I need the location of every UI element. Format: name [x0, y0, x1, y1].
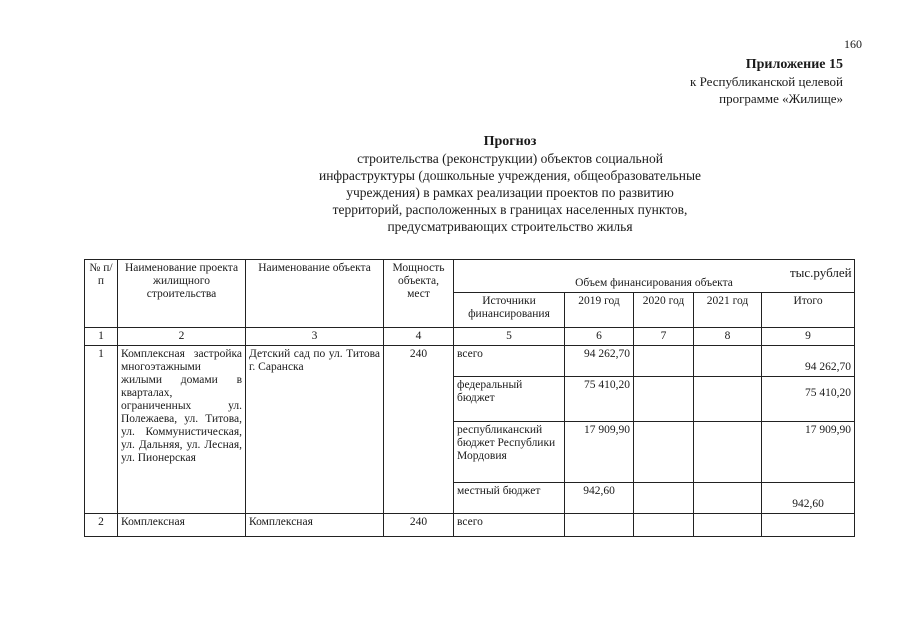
row2-2020	[634, 514, 694, 537]
value-2019: 75 410,20	[565, 377, 634, 422]
header-object: Наименование объекта	[246, 260, 384, 328]
row1-capacity: 240	[384, 346, 454, 514]
value-2019: 94 262,70	[565, 346, 634, 377]
header-2020: 2020 год	[634, 293, 694, 328]
value-2021	[694, 346, 762, 377]
header-total: Итого	[762, 293, 855, 328]
value-2021	[694, 377, 762, 422]
heading-line-3: учреждения) в рамках реализации проектов по развитию	[346, 185, 674, 200]
appendix-title: Приложение 15	[745, 57, 843, 72]
value-2020	[634, 346, 694, 377]
value-total: 17 909,90	[762, 422, 855, 483]
row2-source: всего	[454, 514, 565, 537]
row2-num: 2	[85, 514, 118, 537]
heading-title: Прогноз	[483, 134, 537, 149]
row1-num: 1	[85, 346, 118, 514]
row2-2019	[565, 514, 634, 537]
col-number: 5	[454, 328, 565, 346]
value-2021	[694, 422, 762, 483]
header-sources: Источники финансирования	[454, 293, 565, 328]
source-name: местный бюджет	[454, 483, 565, 514]
row2-object: Комплексная	[246, 514, 384, 537]
value-2020	[634, 483, 694, 514]
row2-project: Комплексная	[118, 514, 246, 537]
value-total: 75 410,20	[762, 377, 855, 422]
value-total: 94 262,70	[762, 346, 855, 377]
col-number: 6	[565, 328, 634, 346]
column-number-row	[85, 328, 855, 346]
heading-line-4: территорий, расположенных в границах населенных пунктов,	[332, 202, 688, 217]
row2-2021	[694, 514, 762, 537]
header-2019: 2019 год	[565, 293, 634, 328]
value-2021	[694, 483, 762, 514]
unit-label: тыс.рублей	[790, 265, 852, 280]
heading-line-2: инфраструктуры (дошкольные учреждения, общеобразовательные	[318, 168, 702, 183]
source-name: федеральный бюджет	[454, 377, 565, 422]
header-row-1	[85, 260, 855, 293]
row1-object: Детский сад по ул. Титова г. Саранска	[246, 346, 384, 514]
col-number: 7	[634, 328, 694, 346]
value-2019: 942,60	[565, 483, 634, 514]
col-number: 1	[85, 328, 118, 346]
heading-line-5: предусматривающих строительство жилья	[387, 219, 633, 234]
row2-total	[762, 514, 855, 537]
header-financing: Объем финансирования объекта	[454, 260, 855, 293]
value-2019: 17 909,90	[565, 422, 634, 483]
page-number: 160	[844, 37, 862, 51]
document-heading	[280, 133, 740, 235]
value-total: 942,60	[762, 483, 855, 514]
header-2021: 2021 год	[694, 293, 762, 328]
appendix-line-2: программе «Жилище»	[719, 91, 843, 106]
col-number: 8	[694, 328, 762, 346]
header-capacity: Мощность объекта, мест	[384, 260, 454, 328]
heading-line-1: строительства (реконструкции) объектов социальной	[357, 151, 663, 166]
col-number: 2	[118, 328, 246, 346]
col-number: 3	[246, 328, 384, 346]
appendix-line-1: к Республиканской целевой	[690, 74, 843, 89]
financing-table	[84, 259, 855, 537]
row1-project: Комплексная застройка многоэтажными жилыми домами в кварталах, ограниченных ул. Полежаева, ул. Титова, ул. Коммунистическая, ул. Дальняя, ул. Лесная, ул. Пионерская	[118, 346, 246, 514]
table-row	[85, 346, 855, 377]
source-name: республиканский бюджет Республики Мордовия	[454, 422, 565, 483]
appendix-block	[690, 56, 843, 107]
table-row	[85, 514, 855, 537]
col-number: 4	[384, 328, 454, 346]
source-name: всего	[454, 346, 565, 377]
header-project: Наименование проекта жилищного строительства	[118, 260, 246, 328]
header-num: № п/п	[85, 260, 118, 328]
row2-capacity: 240	[384, 514, 454, 537]
value-2020	[634, 377, 694, 422]
col-number: 9	[762, 328, 855, 346]
value-2020	[634, 422, 694, 483]
